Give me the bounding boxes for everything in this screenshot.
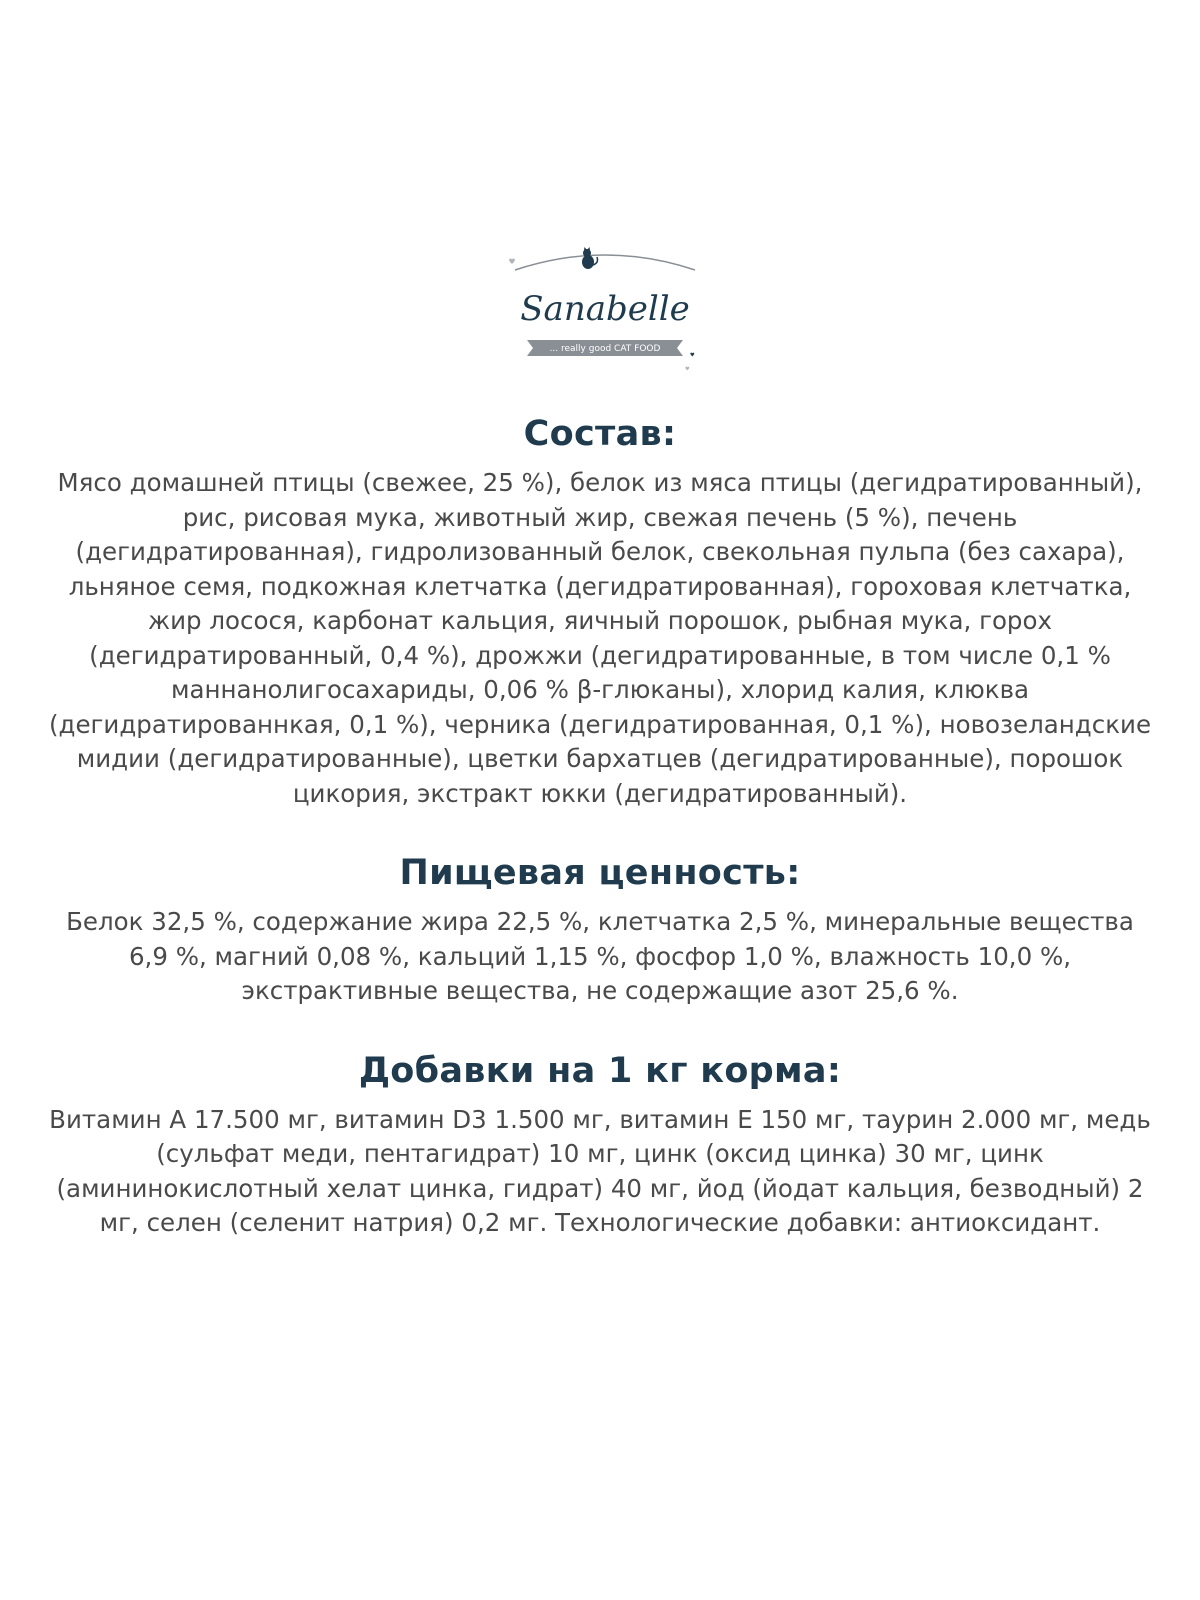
composition-section xyxy=(35,410,1165,811)
additives-section xyxy=(35,1047,1165,1241)
heart-icon xyxy=(509,259,515,265)
logo-brand-text: Sanabelle xyxy=(520,289,690,329)
nutrition-text: Белок 32,5 %, содержание жира 22,5 %, клетчатка 2,5 %, минеральные вещества 6,9 %, магний 0,08 %, кальций 1,15 %, фосфор 1,0 %, влажность 10,0 %, экстрактивные вещества, не содержащие азот 25,6 %. xyxy=(66,907,1134,1005)
product-info xyxy=(35,410,1165,1241)
additives-text: Витамин А 17.500 мг, витамин D3 1.500 мг, витамин Е 150 мг, таурин 2.000 мг, медь (сульфат меди, пентагидрат) 10 мг, цинк (оксид цинка) 30 мг, цинк (амининокислотный хелат цинка, гидрат) 40 мг, йод (йодат кальция, безводный) 2 мг, селен (селенит натрия) 0,2 мг. Технологические добавки: антиоксидант. xyxy=(49,1104,1151,1237)
logo-tagline: ... really good CAT FOOD xyxy=(549,344,661,354)
brand-logo xyxy=(505,245,705,385)
sanabelle-logo-graphic xyxy=(505,245,705,385)
logo-arc xyxy=(515,255,695,270)
composition-heading: Состав: xyxy=(523,414,677,454)
nutrition-section xyxy=(35,849,1165,1009)
heart-icon-small-2 xyxy=(685,367,689,371)
additives-heading: Добавки на 1 кг корма: xyxy=(358,1050,842,1091)
cat-icon xyxy=(582,247,598,269)
nutrition-heading: Пищевая ценность: xyxy=(399,853,801,893)
heart-icon-small xyxy=(690,353,694,357)
composition-text: Мясо домашней птицы (свежее, 25 %), белок из мяса птицы (дегидратированный), рис, рисовая мука, животный жир, свежая печень (5 %), печень (дегидратированная), гидролизованный белок, свекольная пульпа (без сахара), льняное семя, подкожная клетчатка (дегидратированная), гороховая клетчатка, жир лосося, карбонат кальция, яичный порошок, рыбная мука, горох (дегидратированный, 0,4 %), дрожжи (дегидратированные, в том числе 0,1 % маннанолигосахариды, 0,06 % β-глюканы), хлорид калия, клюква (дегидратированнкая, 0,1 %), черника (дегидратированная, 0,1 %), новозеландские мидии (дегидратированные), цветки бархатцев (дегидратированные), порошок цикория, экстракт юкки (дегидратированный). xyxy=(48,468,1152,808)
